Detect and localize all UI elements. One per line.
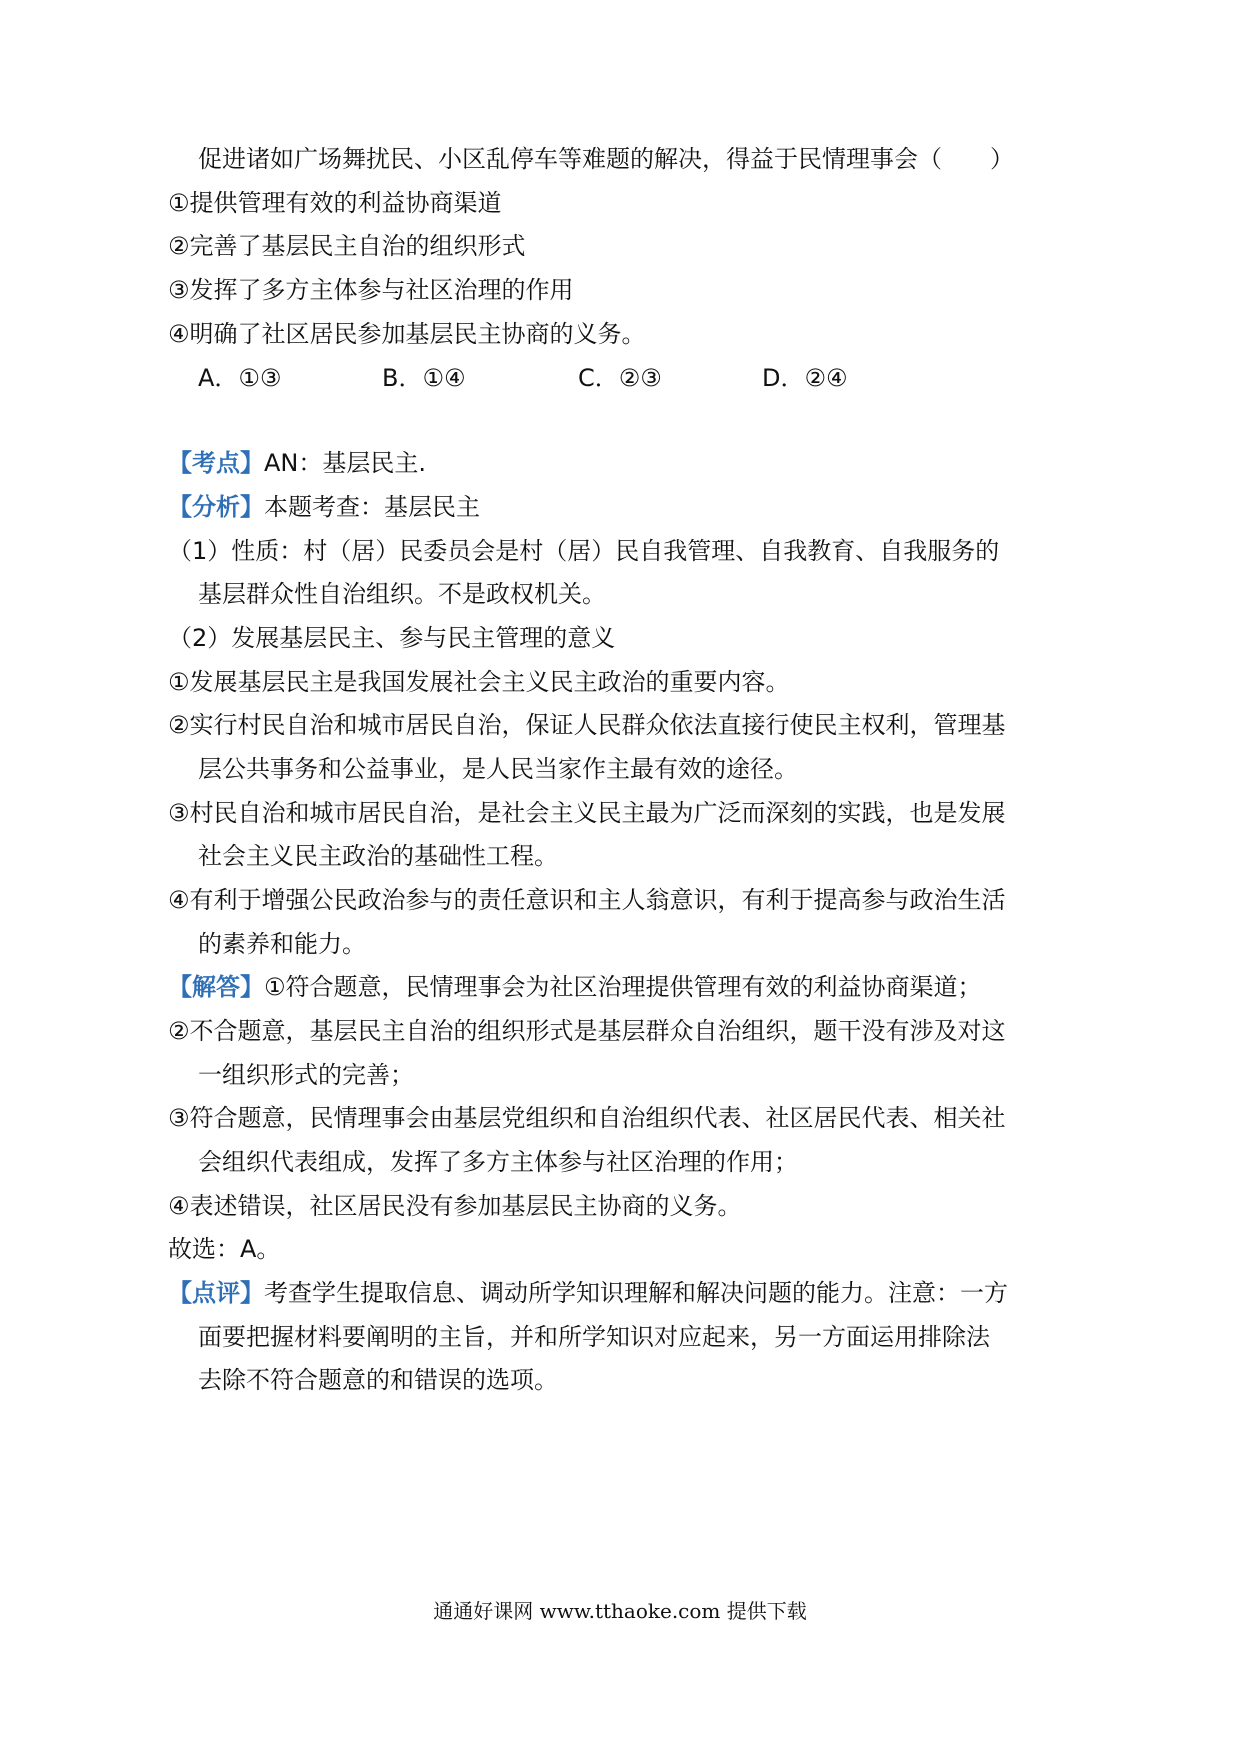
kaodian-section (168, 446, 426, 480)
fenxi-line: 层公共事务和公益事业，是人民当家作主最有效的途径。 (198, 755, 798, 783)
jieda-line: ④表述错误，社区居民没有参加基层民主协商的义务。 (168, 1192, 742, 1220)
jieda-line: ②不合题意，基层民主自治的组织形式是基层群众自治组织，题干没有涉及对这 (168, 1017, 1006, 1045)
fenxi-line: 社会主义民主政治的基础性工程。 (198, 842, 558, 870)
jieda-text: ①符合题意，民情理事会为社区治理提供管理有效的利益协商渠道； (264, 973, 982, 1001)
statement-1: ①提供管理有效的利益协商渠道 (168, 189, 502, 217)
option-c: C．②③ (578, 364, 662, 392)
fenxi-line: ③村民自治和城市居民自治，是社会主义民主最为广泛而深刻的实践，也是发展 (168, 799, 1006, 827)
dianping-tag: 【点评】 (168, 1279, 264, 1307)
dianping-section (168, 1276, 1008, 1310)
jieda-answer: 故选：A。 (168, 1235, 281, 1263)
jieda-line: ③符合题意，民情理事会由基层党组织和自治组织代表、社区居民代表、相关社 (168, 1104, 1006, 1132)
kaodian-text: AN：基层民主. (264, 449, 426, 477)
fenxi-line: （1）性质：村（居）民委员会是村（居）民自我管理、自我教育、自我服务的 (168, 537, 1000, 565)
fenxi-line: 基层群众性自治组织。不是政权机关。 (198, 580, 606, 608)
fenxi-line: ②实行村民自治和城市居民自治，保证人民群众依法直接行使民主权利，管理基 (168, 711, 1006, 739)
jieda-line: 一组织形式的完善； (198, 1061, 414, 1089)
statement-3: ③发挥了多方主体参与社区治理的作用 (168, 276, 574, 304)
fenxi-section (168, 490, 480, 524)
fenxi-text: 本题考查：基层民主 (264, 493, 480, 521)
dianping-line: 面要把握材料要阐明的主旨，并和所学知识对应起来，另一方面运用排除法 (198, 1323, 990, 1351)
option-d: D．②④ (762, 364, 848, 392)
statement-4: ④明确了社区居民参加基层民主协商的义务。 (168, 320, 646, 348)
dianping-text: 考查学生提取信息、调动所学知识理解和解决问题的能力。注意：一方 (264, 1279, 1008, 1307)
page-footer: 通通好课网 www.tthaoke.com 提供下载 (433, 1599, 807, 1623)
dianping-line: 去除不符合题意的和错误的选项。 (198, 1366, 558, 1394)
kaodian-tag: 【考点】 (168, 449, 264, 477)
question-stem: 促进诸如广场舞扰民、小区乱停车等难题的解决，得益于民情理事会（ ） (198, 145, 1014, 173)
fenxi-line: ④有利于增强公民政治参与的责任意识和主人翁意识，有利于提高参与政治生活 (168, 886, 1006, 914)
fenxi-tag: 【分析】 (168, 493, 264, 521)
fenxi-line: 的素养和能力。 (198, 930, 366, 958)
fenxi-line: （2）发展基层民主、参与民主管理的意义 (168, 624, 616, 652)
fenxi-line: ①发展基层民主是我国发展社会主义民主政治的重要内容。 (168, 668, 790, 696)
jieda-section (168, 970, 982, 1004)
jieda-line: 会组织代表组成，发挥了多方主体参与社区治理的作用； (198, 1148, 798, 1176)
option-a: A．①③ (198, 364, 282, 392)
statement-2: ②完善了基层民主自治的组织形式 (168, 232, 526, 260)
jieda-tag: 【解答】 (168, 973, 264, 1001)
option-b: B．①④ (382, 364, 466, 392)
